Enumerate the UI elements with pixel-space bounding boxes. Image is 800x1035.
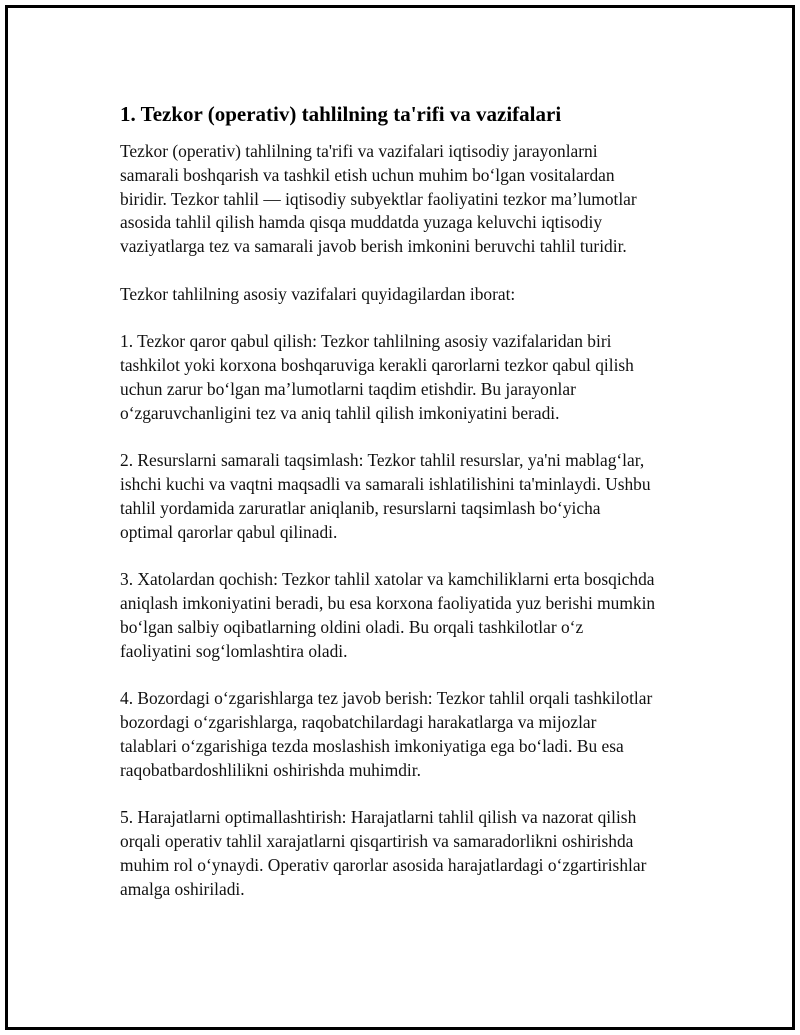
text-line: tashkilot yoki korxona boshqaruviga kerakli qarorlarni tezkor qabul qilish: [120, 355, 634, 376]
text-line: o‘zgaruvchanligini tez va aniq tahlil qilish imkoniyatini beradi.: [120, 402, 560, 423]
text-line: orqali operativ tahlil xarajatlarni qisqartirish va samaradorlikni oshirishda: [120, 831, 634, 852]
text-line: asosida tahlil qilish hamda qisqa muddatda yuzaga keluvchi iqtisodiy: [120, 212, 603, 233]
text-line: faoliyatini sog‘lomlashtira oladi.: [120, 640, 348, 661]
text-line: vaziyatlarga tez va samarali javob berish imkonini beruvchi tahlil turidir.: [120, 236, 627, 257]
text-line: muhim rol o‘ynaydi. Operativ qarorlar asosida harajatlardagi o‘zgartirishlar: [120, 854, 647, 875]
page-frame: [5, 5, 795, 1030]
paragraph-item-2: [120, 449, 700, 544]
paragraph-item-3: [120, 568, 700, 663]
text-line: ishchi kuchi va vaqtni maqsadli va samarali ishlatilishini ta'minlaydi. Ushbu: [120, 474, 651, 495]
text-line: optimal qarorlar qabul qilinadi.: [120, 521, 338, 542]
text-line: samarali boshqarish va tashkil etish uchun muhim bo‘lgan vositalardan: [120, 164, 615, 185]
text-line: amalga oshiriladi.: [120, 878, 245, 899]
text-line: Tezkor (operativ) tahlilning ta'rifi va vazifalari iqtisodiy jarayonlarni: [120, 141, 598, 161]
paragraph-item-5: [120, 806, 700, 901]
paragraph-definition: [120, 140, 700, 259]
paragraph-item-1: [120, 330, 700, 425]
text-line: bozordagi o‘zgarishlarga, raqobatchilardagi harakatlarga va mijozlar: [120, 712, 597, 733]
paragraph-item-4: [120, 687, 700, 782]
text-line: uchun zarur bo‘lgan ma’lumotlarni taqdim etishdir. Bu jarayonlar: [120, 378, 576, 399]
text-line: 2. Resurslarni samarali taqsimlash: Tezkor tahlil resurslar, ya'ni mablag‘lar,: [120, 450, 645, 471]
text-line: aniqlash imkoniyatini beradi, bu esa korxona faoliyatida yuz berishi mumkin: [120, 593, 656, 614]
document-content: [120, 100, 700, 925]
paragraph-intro: [120, 283, 700, 307]
text-line: talablari o‘zgarishiga tezda moslashish imkoniyatiga ega bo‘ladi. Bu esa: [120, 735, 624, 756]
text-line: bo‘lgan salbiy oqibatlarning oldini oladi. Bu orqali tashkilotlar o‘z: [120, 616, 584, 637]
text-line: tahlil yordamida zaruratlar aniqlanib, resurslarni taqsimlash bo‘yicha: [120, 497, 601, 518]
text-line: raqobatbardoshlilikni oshirishda muhimdir.: [120, 759, 421, 780]
text-line: 3. Xatolardan qochish: Tezkor tahlil xatolar va kamchiliklarni erta bosqichda: [120, 569, 655, 590]
text-line: 1. Tezkor qaror qabul qilish: Tezkor tahlilning asosiy vazifalaridan biri: [120, 331, 612, 352]
text-line: Tezkor tahlilning asosiy vazifalari quyidagilardan iborat:: [120, 283, 516, 304]
text-line: 5. Harajatlarni optimallashtirish: Harajatlarni tahlil qilish va nazorat qilish: [120, 807, 637, 828]
document-title: 1. Tezkor (operativ) tahlilning ta'rifi va vazifalari: [120, 102, 562, 126]
text-line: 4. Bozordagi o‘zgarishlarga tez javob berish: Tezkor tahlil orqali tashkilotlar: [120, 688, 653, 709]
text-line: biridir. Tezkor tahlil — iqtisodiy subyektlar faoliyatini tezkor ma’lumotlar: [120, 188, 637, 209]
